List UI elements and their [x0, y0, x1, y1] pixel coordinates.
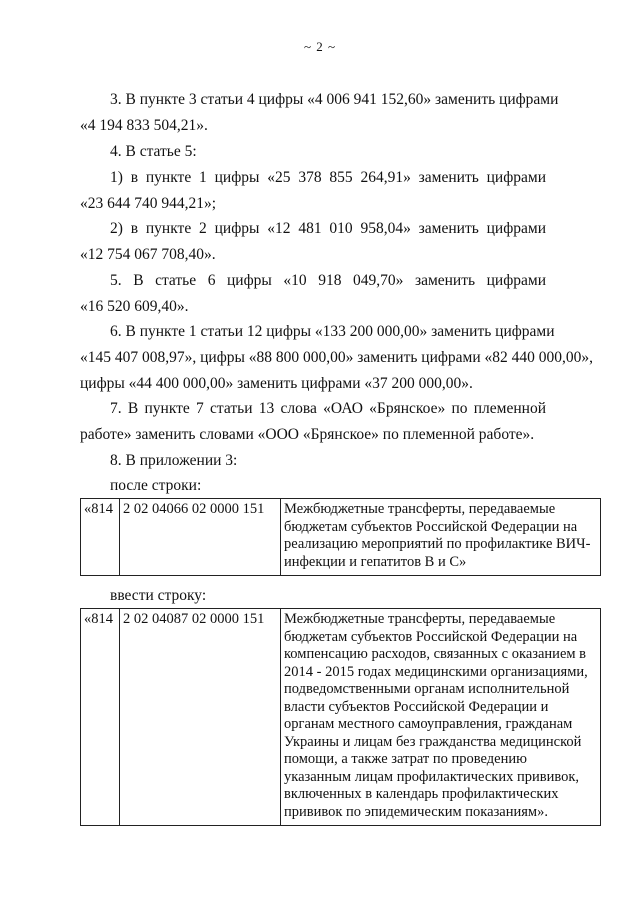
item-8: 8. В приложении 3: — [110, 452, 238, 469]
table-existing-row — [80, 498, 601, 576]
table-cell-code: «814 — [81, 609, 120, 826]
item-4-1-line-2: «23 644 740 944,21»; — [80, 195, 217, 212]
after-row-label: после строки: — [110, 477, 202, 494]
item-4-1-line-1: 1) в пункте 1 цифры «25 378 855 264,91» заменить цифрами — [110, 169, 546, 186]
item-4-2-line-1: 2) в пункте 2 цифры «12 481 010 958,04» заменить цифрами — [110, 220, 546, 237]
page-number: ~ 2 ~ — [303, 39, 337, 54]
table-cell-kbk: 2 02 04087 02 0000 151 — [120, 609, 281, 826]
table-cell-description: Межбюджетные трансферты, передаваемые бюджетам субъектов Российской Федерации на реализацию мероприятий по профилактике ВИЧ-инфекции и гепатитов В и С» — [281, 499, 601, 576]
item-5-line-2: «16 520 609,40». — [80, 298, 189, 315]
table-cell-code: «814 — [81, 499, 120, 576]
item-7-line-2: работе» заменить словами «ООО «Брянское» по племенной работе». — [80, 426, 535, 443]
item-7-line-1: 7. В пункте 7 статьи 13 слова «ОАО «Брянское» по племенной — [110, 400, 546, 417]
item-3-line-1: 3. В пункте 3 статьи 4 цифры «4 006 941 152,60» заменить цифрами — [110, 91, 559, 108]
item-6-line-3: цифры «44 400 000,00» заменить цифрами «37 200 000,00». — [80, 375, 473, 392]
insert-row-label: ввести строку: — [110, 587, 207, 604]
item-6-line-2: «145 407 008,97», цифры «88 800 000,00» заменить цифрами «82 440 000,00», — [80, 349, 594, 366]
item-5-line-1: 5. В статье 6 цифры «10 918 049,70» заменить цифрами — [110, 272, 546, 289]
table-row — [81, 499, 601, 576]
item-4-2-line-2: «12 754 067 708,40». — [80, 246, 216, 263]
table-row — [81, 609, 601, 826]
table-new-row — [80, 608, 601, 826]
table-cell-description: Межбюджетные трансферты, передаваемые бюджетам субъектов Российской Федерации на компенсацию расходов, связанных с оказанием в 2014 - 2015 годах медицинскими организациями, подведомственными органам исполнительной власти субъектов Российской Федерации и органам местного самоуправления, гражданам Украины и лицам без гражданства медицинской помощи, а также затрат по проведению указанным лицам профилактических прививок, включенных в календарь профилактических прививок по эпидемическим показаниям». — [281, 609, 601, 826]
table-cell-kbk: 2 02 04066 02 0000 151 — [120, 499, 281, 576]
item-4: 4. В статье 5: — [110, 143, 197, 160]
item-3-line-2: «4 194 833 504,21». — [80, 117, 208, 134]
item-6-line-1: 6. В пункте 1 статьи 12 цифры «133 200 000,00» заменить цифрами — [110, 323, 555, 340]
